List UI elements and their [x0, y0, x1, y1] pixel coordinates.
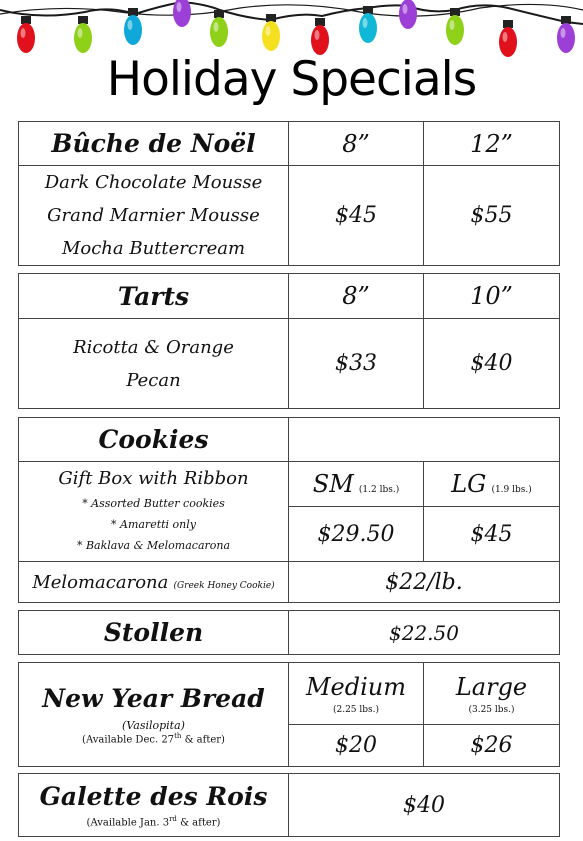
galette-cell: [19, 774, 289, 837]
tarts-size-10: 10”: [424, 274, 560, 319]
giftbox-cell: [19, 462, 289, 562]
buche-size-8: 8”: [289, 122, 424, 166]
newyear-price-medium: $20: [289, 725, 424, 767]
cookies-table: [18, 417, 560, 603]
galette-heading: Galette des Rois: [39, 781, 268, 811]
light-bulb-icon: [311, 18, 329, 55]
stollen-heading: Stollen: [19, 611, 289, 655]
tarts-flavors: [19, 319, 289, 409]
newyear-sub: (Vasilopita): [122, 718, 185, 732]
tarts-price-10: $40: [424, 319, 560, 409]
tarts-size-8: 8”: [289, 274, 424, 319]
size-lg-label: LG: [451, 470, 487, 498]
stollen-table: [18, 610, 560, 655]
light-bulb-icon: [399, 0, 417, 29]
size-sm-weight: (1.2 lbs.): [358, 485, 400, 495]
cookies-price-sm: $29.50: [289, 507, 424, 562]
stollen-price: $22.50: [289, 611, 560, 655]
newyear-size-large: [424, 663, 560, 725]
galette-price: $40: [289, 774, 560, 837]
size-large-weight: (3.25 lbs.): [468, 704, 515, 715]
newyear-size-medium: [289, 663, 424, 725]
buche-table: [18, 121, 560, 266]
buche-flavors: [19, 166, 289, 266]
melo-cell: [19, 562, 289, 603]
cookies-heading: Cookies: [19, 418, 289, 462]
giftbox-item: * Assorted Butter cookies: [82, 496, 225, 510]
tarts-flavor: Pecan: [126, 369, 181, 391]
buche-price-8: $45: [289, 166, 424, 266]
tarts-heading: Tarts: [19, 274, 289, 319]
buche-flavor: Mocha Buttercream: [61, 238, 246, 259]
giftbox-label: Gift Box with Ribbon: [58, 467, 249, 489]
tarts-table: [18, 273, 560, 409]
page-title: Holiday Specials: [106, 52, 477, 107]
light-bulb-icon: [173, 0, 191, 27]
newyear-availability: (Available Dec. 27th & after): [82, 731, 225, 746]
giftbox-item: * Baklava & Melomacarona: [76, 538, 231, 552]
light-bulb-icon: [74, 16, 92, 53]
size-medium-weight: (2.25 lbs.): [332, 704, 380, 715]
size-medium-label: Medium: [305, 672, 407, 701]
melo-label: Melomacarona: [32, 571, 169, 593]
giftbox-item: * Amaretti only: [111, 517, 196, 531]
tarts-flavor: Ricotta & Orange: [73, 336, 234, 358]
buche-heading: Bûche de Noël: [19, 122, 289, 166]
light-bulb-icon: [359, 6, 377, 43]
melo-note: (Greek Honey Cookie): [173, 580, 275, 591]
cookies-size-sm: [289, 462, 424, 507]
galette-availability: (Available Jan. 3rd & after): [86, 814, 221, 829]
newyear-cell: [19, 663, 289, 767]
size-lg-weight: (1.9 lbs.): [491, 485, 532, 495]
melo-price: $22/lb.: [289, 562, 560, 603]
galette-table: [18, 773, 560, 837]
newyear-price-large: $26: [424, 725, 560, 767]
buche-size-12: 12”: [424, 122, 560, 166]
tarts-price-8: $33: [289, 319, 424, 409]
cookies-size-lg: [424, 462, 560, 507]
size-sm-label: SM: [312, 470, 354, 498]
cookies-heading-blank: [289, 418, 560, 462]
buche-flavor: Grand Marnier Mousse: [47, 205, 260, 226]
newyear-table: [18, 662, 560, 767]
buche-flavor: Dark Chocolate Mousse: [44, 172, 263, 193]
size-large-label: Large: [455, 672, 528, 701]
light-bulb-icon: [210, 10, 228, 47]
light-bulb-icon: [17, 16, 35, 53]
cookies-price-lg: $45: [424, 507, 560, 562]
buche-price-12: $55: [424, 166, 560, 266]
newyear-heading: New Year Bread: [42, 683, 265, 713]
